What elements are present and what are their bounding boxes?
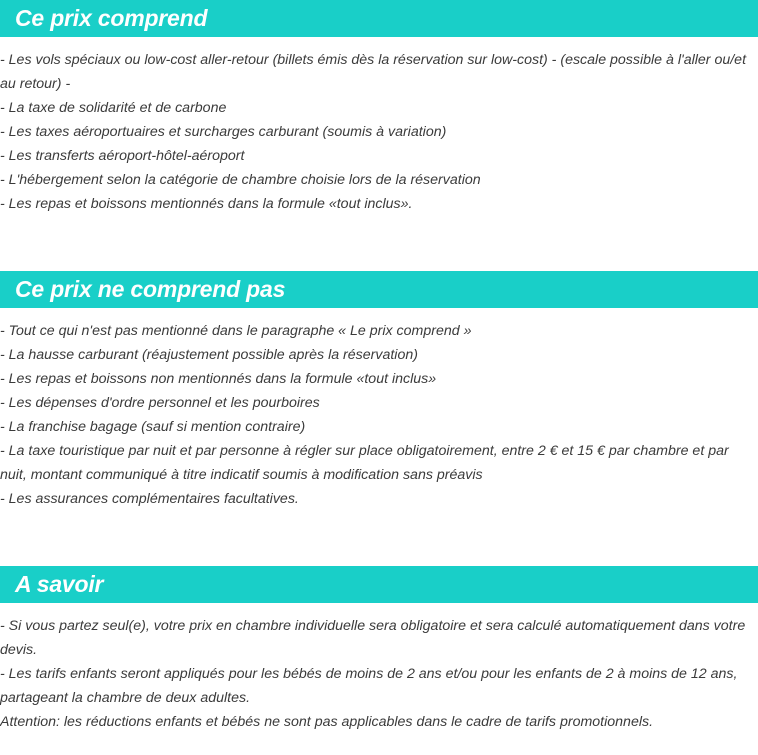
list-item: - La taxe touristique par nuit et par personne à régler sur place obligatoirement, entre 2 € et 15 € par chambre et par nuit, montant communiqué à titre indicatif soumis à modification sans préavis [0,443,729,483]
list-item: - Tout ce qui n'est pas mentionné dans le paragraphe « Le prix comprend » [0,323,472,339]
section-header [0,566,758,603]
list-item: - Les repas et boissons non mentionnés dans la formule «tout inclus» [0,371,437,387]
list-item: - La franchise bagage (sauf si mention contraire) [0,419,306,435]
list-item: - Si vous partez seul(e), votre prix en chambre individuelle sera obligatoire et sera calculé automatiquement dans votre devis. [0,618,746,658]
section-body [0,48,758,216]
list-item: Attention: les réductions enfants et bébés ne sont pas applicables dans le cadre de tarifs promotionnels. [0,714,654,730]
section-title: Ce prix comprend [15,5,208,31]
list-item: - La taxe de solidarité et de carbone [0,100,227,116]
list-item: - Les taxes aéroportuaires et surcharges carburant (soumis à variation) [0,124,447,140]
list-item: - La hausse carburant (réajustement possible après la réservation) [0,347,418,363]
section-price-includes [0,0,758,216]
section-body [0,614,758,734]
section-title: Ce prix ne comprend pas [15,276,286,302]
list-item: - Les transferts aéroport-hôtel-aéroport [0,148,245,164]
section-body [0,319,758,511]
list-item: - L'hébergement selon la catégorie de chambre choisie lors de la réservation [0,172,481,188]
list-item: - Les tarifs enfants seront appliqués pour les bébés de moins de 2 ans et/ou pour les enfants de 2 à moins de 12 ans, partageant la chambre de deux adultes. [0,666,738,706]
section-title: A savoir [15,571,104,597]
section-price-excludes [0,271,758,511]
list-item: - Les repas et boissons mentionnés dans la formule «tout inclus». [0,196,413,212]
list-item: - Les assurances complémentaires facultatives. [0,491,299,507]
section-header [0,0,758,37]
section-header [0,271,758,308]
list-item: - Les vols spéciaux ou low-cost aller-retour (billets émis dès la réservation sur low-cost) - (escale possible à l'aller ou/et au retour) - [0,52,747,92]
list-item: - Les dépenses d'ordre personnel et les pourboires [0,395,320,411]
section-good-to-know [0,566,758,734]
